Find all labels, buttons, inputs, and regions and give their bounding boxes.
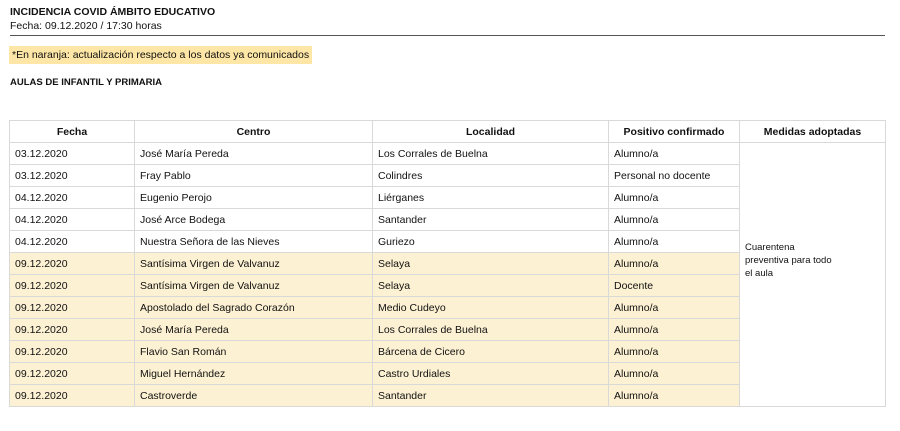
cell-localidad: Medio Cudeyo [373, 297, 609, 319]
cell-centro: Castroverde [135, 385, 373, 407]
cell-fecha: 09.12.2020 [10, 341, 135, 363]
header-medidas: Medidas adoptadas [740, 121, 886, 143]
cell-fecha: 09.12.2020 [10, 319, 135, 341]
cell-fecha: 04.12.2020 [10, 187, 135, 209]
cell-localidad: Santander [373, 385, 609, 407]
cell-centro: Santísima Virgen de Valvanuz [135, 275, 373, 297]
cell-centro: Eugenio Perojo [135, 187, 373, 209]
header-positivo: Positivo confirmado [609, 121, 740, 143]
cell-fecha: 09.12.2020 [10, 363, 135, 385]
document-date: Fecha: 09.12.2020 / 17:30 horas [10, 20, 162, 32]
cell-fecha: 09.12.2020 [10, 297, 135, 319]
cell-positivo: Alumno/a [609, 319, 740, 341]
cell-centro: Flavio San Román [135, 341, 373, 363]
cell-centro: José María Pereda [135, 143, 373, 165]
highlight-note: *En naranja: actualización respecto a los datos ya comunicados [9, 46, 312, 64]
cell-positivo: Alumno/a [609, 209, 740, 231]
header-centro: Centro [135, 121, 373, 143]
cell-fecha: 04.12.2020 [10, 209, 135, 231]
cell-fecha: 09.12.2020 [10, 275, 135, 297]
section-title: AULAS DE INFANTIL Y PRIMARIA [10, 77, 163, 88]
cell-positivo: Alumno/a [609, 231, 740, 253]
cell-positivo: Alumno/a [609, 253, 740, 275]
cell-localidad: Bárcena de Cicero [373, 341, 609, 363]
table-row [10, 143, 886, 165]
cell-positivo: Alumno/a [609, 341, 740, 363]
cell-fecha: 03.12.2020 [10, 165, 135, 187]
document-header [10, 5, 885, 36]
cell-localidad: Santander [373, 209, 609, 231]
cell-centro: Fray Pablo [135, 165, 373, 187]
cell-localidad: Selaya [373, 253, 609, 275]
table-header-row [10, 121, 886, 143]
document-title: INCIDENCIA COVID ÁMBITO EDUCATIVO [10, 6, 216, 18]
header-localidad: Localidad [373, 121, 609, 143]
table-body [10, 143, 886, 407]
measures-cell [740, 143, 886, 407]
cell-centro: José María Pereda [135, 319, 373, 341]
cell-positivo: Alumno/a [609, 363, 740, 385]
cell-positivo: Docente [609, 275, 740, 297]
cell-centro: José Arce Bodega [135, 209, 373, 231]
cell-localidad: Liérganes [373, 187, 609, 209]
cell-positivo: Alumno/a [609, 385, 740, 407]
incidence-table [9, 120, 886, 407]
cell-localidad: Selaya [373, 275, 609, 297]
cell-positivo: Personal no docente [609, 165, 740, 187]
cell-positivo: Alumno/a [609, 187, 740, 209]
cell-fecha: 03.12.2020 [10, 143, 135, 165]
cell-localidad: Los Corrales de Buelna [373, 143, 609, 165]
cell-fecha: 09.12.2020 [10, 253, 135, 275]
cell-centro: Apostolado del Sagrado Corazón [135, 297, 373, 319]
cell-localidad: Colindres [373, 165, 609, 187]
measures-text: Cuarentena preventiva para todo el aula [745, 242, 832, 279]
cell-centro: Nuestra Señora de las Nieves [135, 231, 373, 253]
cell-centro: Miguel Hernández [135, 363, 373, 385]
cell-localidad: Castro Urdiales [373, 363, 609, 385]
header-fecha: Fecha [10, 121, 135, 143]
cell-positivo: Alumno/a [609, 297, 740, 319]
cell-localidad: Guriezo [373, 231, 609, 253]
cell-fecha: 09.12.2020 [10, 385, 135, 407]
cell-centro: Santísima Virgen de Valvanuz [135, 253, 373, 275]
cell-positivo: Alumno/a [609, 143, 740, 165]
cell-localidad: Los Corrales de Buelna [373, 319, 609, 341]
cell-fecha: 04.12.2020 [10, 231, 135, 253]
